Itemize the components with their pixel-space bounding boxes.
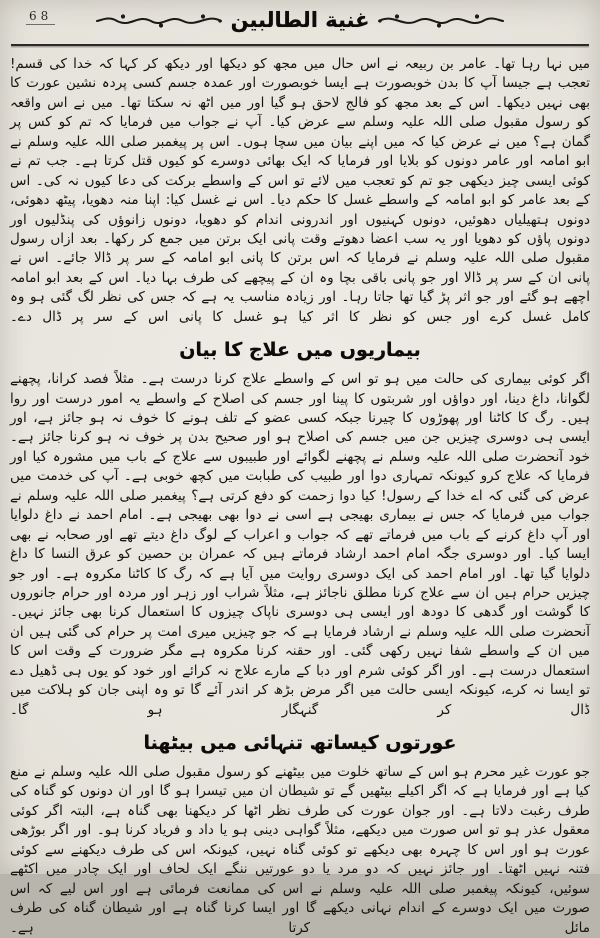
heading-privacy-with-women: عورتوں کیساتھ تنہائی میں بیٹھنا	[143, 732, 457, 754]
paragraph-evil-eye-ghusl: میں نہا رہا تھا۔ عامر بن ربیعہ نے اس حال میں مجھ کو دیکھا اور دیکھ کر کہا کہ خدا کی قسم! تعجب ہے جیسا آپ کا بدن خوبصورت ہے ایسا خوبصورت اور عمدہ جسم کسی پردہ نشین عورت کا بھی نہیں دیکھا۔ اس کے بعد مجھ کو فالج لاحق ہو گیا اور میں اٹھ نہ سکتا تھا۔ میں نے اس واقعہ کو رسول مقبول صلی اللہ علیہ وسلم سے عرض کیا۔ آپ نے جواب میں فرمایا کہ تم کو کس پر گمان ہے؟ میں نے عرض کیا کہ میں اپنے بیان میں سچا ہوں۔ اس پر پیغمبر صلی اللہ علیہ وسلم نے ابو امامہ اور عامر دونوں کو بلایا اور فرمایا کہ ایک بھائی دوسرے کو کیوں قتل کرتا ہے۔ جب تم نے کوئی ایسی چیز دیکھی جو تم کو تعجب میں لائے تو اس کے واسطے برکت کی دعا کیوں نہ کی۔ اس کے بعد عامر کو ابو امامہ کے واسطے غسل کا حکم دیا۔ اس نے غسل کیا: اپنا منہ دھویا، پیٹھ دھوئی، دونوں ہتھیلیاں دھوئیں، دونوں کہنیوں اور اندرونی اندام کو دھویا، دونوں زانوؤں کی پنڈلیوں اور دونوں پاؤں کو دھویا اور یہ سب اعضا دھوتے وقت پانی ایک برتن میں جمع کر رکھا۔ بعد ازاں رسول مقبول صلی اللہ علیہ وسلم نے فرمایا کہ اس برتن کا پانی ابو امامہ کے سر پر ڈالا جائے۔ اس نے پانی ان کے سر پر ڈالا اور جو پانی باقی بچا وہ ان کے پیچھے کی طرف بہا دیا۔ اس کے بعد ابو امامہ اچھے ہو گئے اور جو اثر پڑ گیا تھا جاتا رہا۔ اور زیادہ مناسب یہ ہے کہ جس کی نظر لگ گئی ہو وہ کامل غسل کرے اور جس کو نظر کا اثر کیا ہو غسل کا پانی اس کے سر پر ڈال دے۔	[10, 56, 590, 325]
title-banner	[10, 6, 590, 32]
paragraph-treatment-rulings: اگر کوئی بیماری کی حالت میں ہو تو اس کے واسطے علاج کرنا درست ہے۔ مثلاً فصد کرانا، پچھنے لگوانا، داغ دینا، اور دواؤں اور شربتوں کا پینا اور جسم کی اصلاح کے واسطے یہ امور درست اور روا ہیں۔ رگ کا کاٹنا اور پھوڑوں کا چیرنا جبکہ کسی عضو کے تلف ہونے کا خوف نہ ہو جائز ہے، اور ایسی ہی دوسری چیزیں جن میں جسم کی اصلاح ہو اور صحیح بدن پر خوف نہ ہو کرنا جائز ہے۔ خود آنحضرت صلی اللہ علیہ وسلم نے پچھنے لگوائے اور طبیبوں سے علاج کے باب میں مشورہ کیا اور فرمایا کہ علاج کرو کیونکہ تمہاری دوا اور طبیب کی طبابت میں کچھ خوبی ہے۔ آپ کی خدمت میں عرض کی گئی کہ اے خدا کے رسول! کیا دوا زحمت کو دفع کرتی ہے؟ پیغمبر صلی اللہ علیہ وسلم نے جواب میں فرمایا کہ جس نے بیماری بھیجی ہے اسی نے دوا بھی بھیجی ہے۔ امام احمد نے داغ دلوایا اور آپ داغ کرنے کے باب میں فرماتے تھے کہ جواب و اعراب کے لوگ داغ دیتے تھے اور صحابہ نے بھی ایسا کیا۔ اور دوسری جگہ امام احمد ارشاد فرماتے ہیں کہ عمران بن حصین کو عرق النسا کا داغ دلوایا گیا تھا۔ اور امام احمد کی ایک دوسری روایت میں آیا ہے کہ رگ کا کاٹنا مکروہ ہے۔ اور جو چیزیں حرام ہیں ان سے علاج کرنا مطلق ناجائز ہے، مثلاً شراب اور زہر اور مردہ اور حرام جانوروں کا گوشت اور گدھی کا دودھ اور ایسی ہی دوسری ناپاک چیزوں کا استعمال کرنا بھی جائز نہیں۔ آنحضرت صلی اللہ علیہ وسلم نے ارشاد فرمایا ہے کہ جو چیزیں میری امت پر حرام کی گئی ہیں ان میں ان کے واسطے شفا نہیں رکھی گئی۔ اور حقنہ کرنا مکروہ ہے مگر ضرورت کے وقت اس کا استعمال درست ہے۔ اور اگر کوئی شرم اور دبا کے مارے علاج نہ کرائے اور خود کو یوں ہی ڈھیل دے تو ایسا نہ کرے، کیونکہ ایسی حالت میں اگر مرض بڑھ کر اندر آئے گا تو وہ اپنی جان کو ہلاکت میں ڈال کر گنہگار ہو گا۔	[10, 371, 590, 718]
vine-scroll-right-icon	[95, 12, 223, 30]
page-header	[10, 6, 590, 42]
book-title: غنية الطالبين	[230, 8, 370, 32]
header-divider	[11, 44, 589, 46]
page-number: 68	[26, 9, 55, 25]
heading-treatment-of-illness: بیماریوں میں علاج کا بیان	[179, 339, 421, 362]
vine-scroll-left-icon	[377, 12, 505, 30]
paragraph-privacy-with-women: جو عورت غیر محرم ہو اس کے ساتھ خلوت میں بیٹھنے کو رسول مقبول صلی اللہ علیہ وسلم نے منع کیا ہے اور فرمایا ہے کہ اگر اکیلے بیٹھیں گے تو شیطان ان میں تیسرا ہو گا اور ان دونوں کو گناہ کی طرف رغبت دلاتا ہے۔ اور جوان عورت کی طرف نظر اٹھا کر دیکھنا بھی گناہ ہے، البتہ اگر کوئی معقول عذر ہو تو اس صورت میں دیکھے، مثلاً گواہی دینی ہو یا داد و فریاد کرنا ہو۔ اور اگر بوڑھی عورت ہو اور اس کا چہرہ بھی دیکھے تو کوئی گناہ نہیں، کیونکہ اس کی طرف دیکھنے سے کوئی فتنہ نہیں اٹھتا۔ اور جائز نہیں کہ دو مرد یا دو عورتیں ننگے ایک لحاف اور ایک چادر میں اکٹھے سوئیں، کیونکہ پیغمبر صلی اللہ علیہ وسلم نے اس کی ممانعت فرمائی ہے اور اس لیے کہ اس صورت میں ایک دوسرے کے اندام نہانی دیکھے گا اور ایسا کرنا گناہ ہے اور شیطان گناہ کی طرف مائل کرتا ہے۔	[10, 764, 590, 936]
